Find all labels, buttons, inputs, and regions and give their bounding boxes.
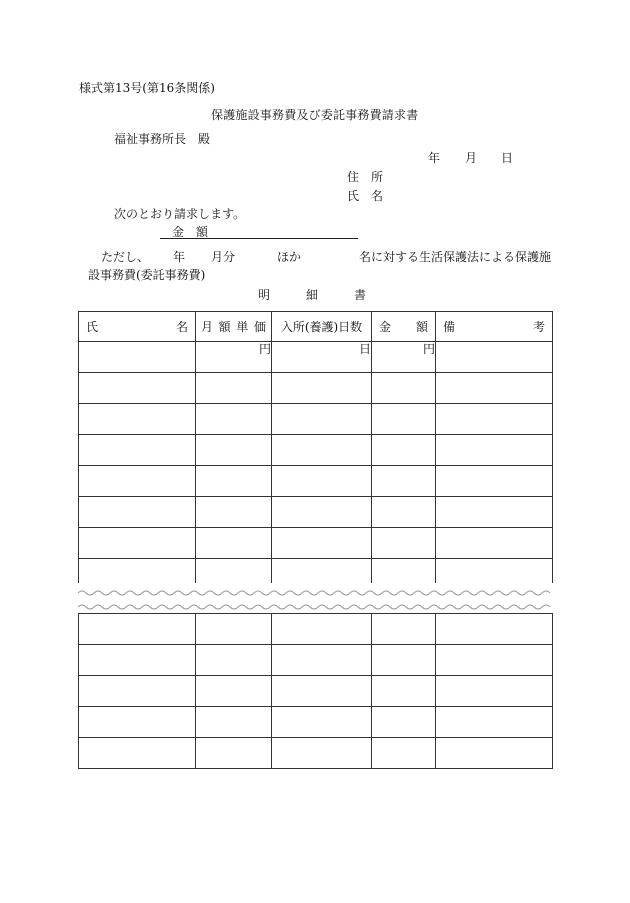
body-line2: 設事務費(委託事務費)	[88, 268, 206, 282]
detail-heading-1: 明	[258, 288, 271, 302]
table-cell-amount[interactable]	[372, 342, 436, 373]
table-row	[79, 707, 553, 738]
table-cell-days[interactable]	[272, 342, 372, 373]
table-row	[79, 497, 553, 528]
table-cell[interactable]	[196, 645, 272, 676]
amount-underline	[160, 226, 358, 239]
amount-label-2: 額	[196, 225, 209, 239]
date-month-label: 月	[465, 151, 478, 165]
header-remarks-1: 備	[443, 319, 456, 334]
table-row	[79, 738, 553, 769]
header-days-label: 入所(養護)日数	[280, 319, 363, 334]
table-cell[interactable]	[436, 342, 553, 373]
table-cell[interactable]	[79, 738, 196, 769]
table-cell[interactable]	[372, 528, 436, 559]
name-label-1: 氏	[347, 189, 360, 203]
date-day-label: 日	[501, 151, 514, 165]
header-amount-2: 額	[415, 319, 428, 334]
name-label-2: 名	[371, 189, 384, 203]
detail-table-bottom	[78, 613, 553, 769]
table-cell[interactable]	[196, 707, 272, 738]
table-cell[interactable]	[436, 404, 553, 435]
address-label-2: 所	[371, 170, 384, 184]
table-row	[79, 614, 553, 645]
table-cell[interactable]	[79, 466, 196, 497]
table-cell[interactable]	[272, 497, 372, 528]
header-days	[272, 312, 372, 342]
body-line1-part1: ただし、	[101, 250, 150, 264]
table-cell[interactable]	[436, 435, 553, 466]
detail-heading-2: 細	[306, 288, 319, 302]
table-break-mark	[76, 583, 554, 617]
unit-days: 日	[358, 342, 371, 356]
body-line1-month: 月分	[211, 250, 236, 264]
table-row	[79, 676, 553, 707]
table-cell[interactable]	[436, 707, 553, 738]
addressee: 福祉事務所長 殿	[114, 132, 211, 146]
table-cell[interactable]	[372, 614, 436, 645]
table-cell[interactable]	[372, 497, 436, 528]
table-cell[interactable]	[372, 645, 436, 676]
header-name-1: 氏	[86, 319, 99, 334]
table-cell[interactable]	[196, 466, 272, 497]
header-remarks-2: 考	[532, 319, 545, 334]
table-cell[interactable]	[79, 373, 196, 404]
header-remarks	[436, 312, 553, 342]
table-cell[interactable]	[436, 373, 553, 404]
table-cell[interactable]	[196, 614, 272, 645]
form-title: 保護施設事務費及び委託事務費請求書	[211, 108, 419, 122]
table-row	[79, 373, 553, 404]
body-line1-rest: 名に対する生活保護法による保護施	[359, 250, 552, 264]
table-cell[interactable]	[196, 404, 272, 435]
table-cell[interactable]	[272, 404, 372, 435]
table-cell[interactable]	[272, 614, 372, 645]
table-cell[interactable]	[372, 466, 436, 497]
table-cell[interactable]	[372, 738, 436, 769]
table-cell[interactable]	[196, 373, 272, 404]
table-row	[79, 342, 553, 373]
amount-label-1: 金	[172, 225, 185, 239]
table-cell[interactable]	[272, 645, 372, 676]
table-cell[interactable]	[272, 466, 372, 497]
date-year-label: 年	[428, 151, 441, 165]
table-cell[interactable]	[372, 373, 436, 404]
header-amount	[372, 312, 436, 342]
detail-table-top	[78, 311, 553, 590]
table-cell[interactable]	[272, 707, 372, 738]
table-cell[interactable]	[79, 707, 196, 738]
table-cell[interactable]	[436, 645, 553, 676]
header-price-1: 月	[201, 319, 214, 334]
table-cell[interactable]	[272, 738, 372, 769]
table-header-row	[79, 312, 553, 342]
header-amount-1: 金	[379, 319, 392, 334]
address-label-1: 住	[347, 170, 360, 184]
table-cell[interactable]	[79, 614, 196, 645]
form-number: 様式第13号(第16条関係)	[79, 81, 215, 95]
body-line1-year: 年	[173, 250, 186, 264]
table-cell[interactable]	[272, 435, 372, 466]
header-name	[79, 312, 196, 342]
table-row	[79, 404, 553, 435]
header-name-2: 名	[175, 319, 188, 334]
table-cell[interactable]	[436, 676, 553, 707]
table-cell[interactable]	[79, 528, 196, 559]
table-cell[interactable]	[79, 342, 196, 373]
table-cell[interactable]	[79, 676, 196, 707]
table-row	[79, 435, 553, 466]
table-row	[79, 466, 553, 497]
table-cell[interactable]	[272, 373, 372, 404]
table-cell[interactable]	[436, 738, 553, 769]
table-row	[79, 528, 553, 559]
table-row	[79, 645, 553, 676]
header-price-4: 価	[253, 319, 266, 334]
unit-yen: 円	[422, 342, 435, 356]
table-cell[interactable]	[272, 676, 372, 707]
body-line1-other: ほか	[277, 250, 302, 264]
table-cell[interactable]	[196, 676, 272, 707]
table-cell[interactable]	[436, 614, 553, 645]
table-cell[interactable]	[436, 497, 553, 528]
detail-heading-3: 書	[354, 288, 367, 302]
header-price-2: 額	[218, 319, 231, 334]
table-cell[interactable]	[436, 528, 553, 559]
table-cell[interactable]	[79, 435, 196, 466]
table-cell[interactable]	[372, 707, 436, 738]
table-cell[interactable]	[372, 676, 436, 707]
table-cell[interactable]	[79, 404, 196, 435]
table-cell[interactable]	[372, 404, 436, 435]
table-cell-yen[interactable]	[196, 342, 272, 373]
table-cell[interactable]	[79, 645, 196, 676]
table-cell[interactable]	[196, 497, 272, 528]
table-cell[interactable]	[79, 497, 196, 528]
table-cell[interactable]	[436, 466, 553, 497]
table-cell[interactable]	[272, 528, 372, 559]
table-cell[interactable]	[196, 738, 272, 769]
unit-yen: 円	[258, 342, 271, 356]
table-cell[interactable]	[196, 435, 272, 466]
header-price-3: 単	[236, 319, 249, 334]
request-text: 次のとおり請求します。	[114, 207, 246, 221]
header-monthly-unit-price	[196, 312, 272, 342]
table-cell[interactable]	[196, 528, 272, 559]
table-cell[interactable]	[372, 435, 436, 466]
